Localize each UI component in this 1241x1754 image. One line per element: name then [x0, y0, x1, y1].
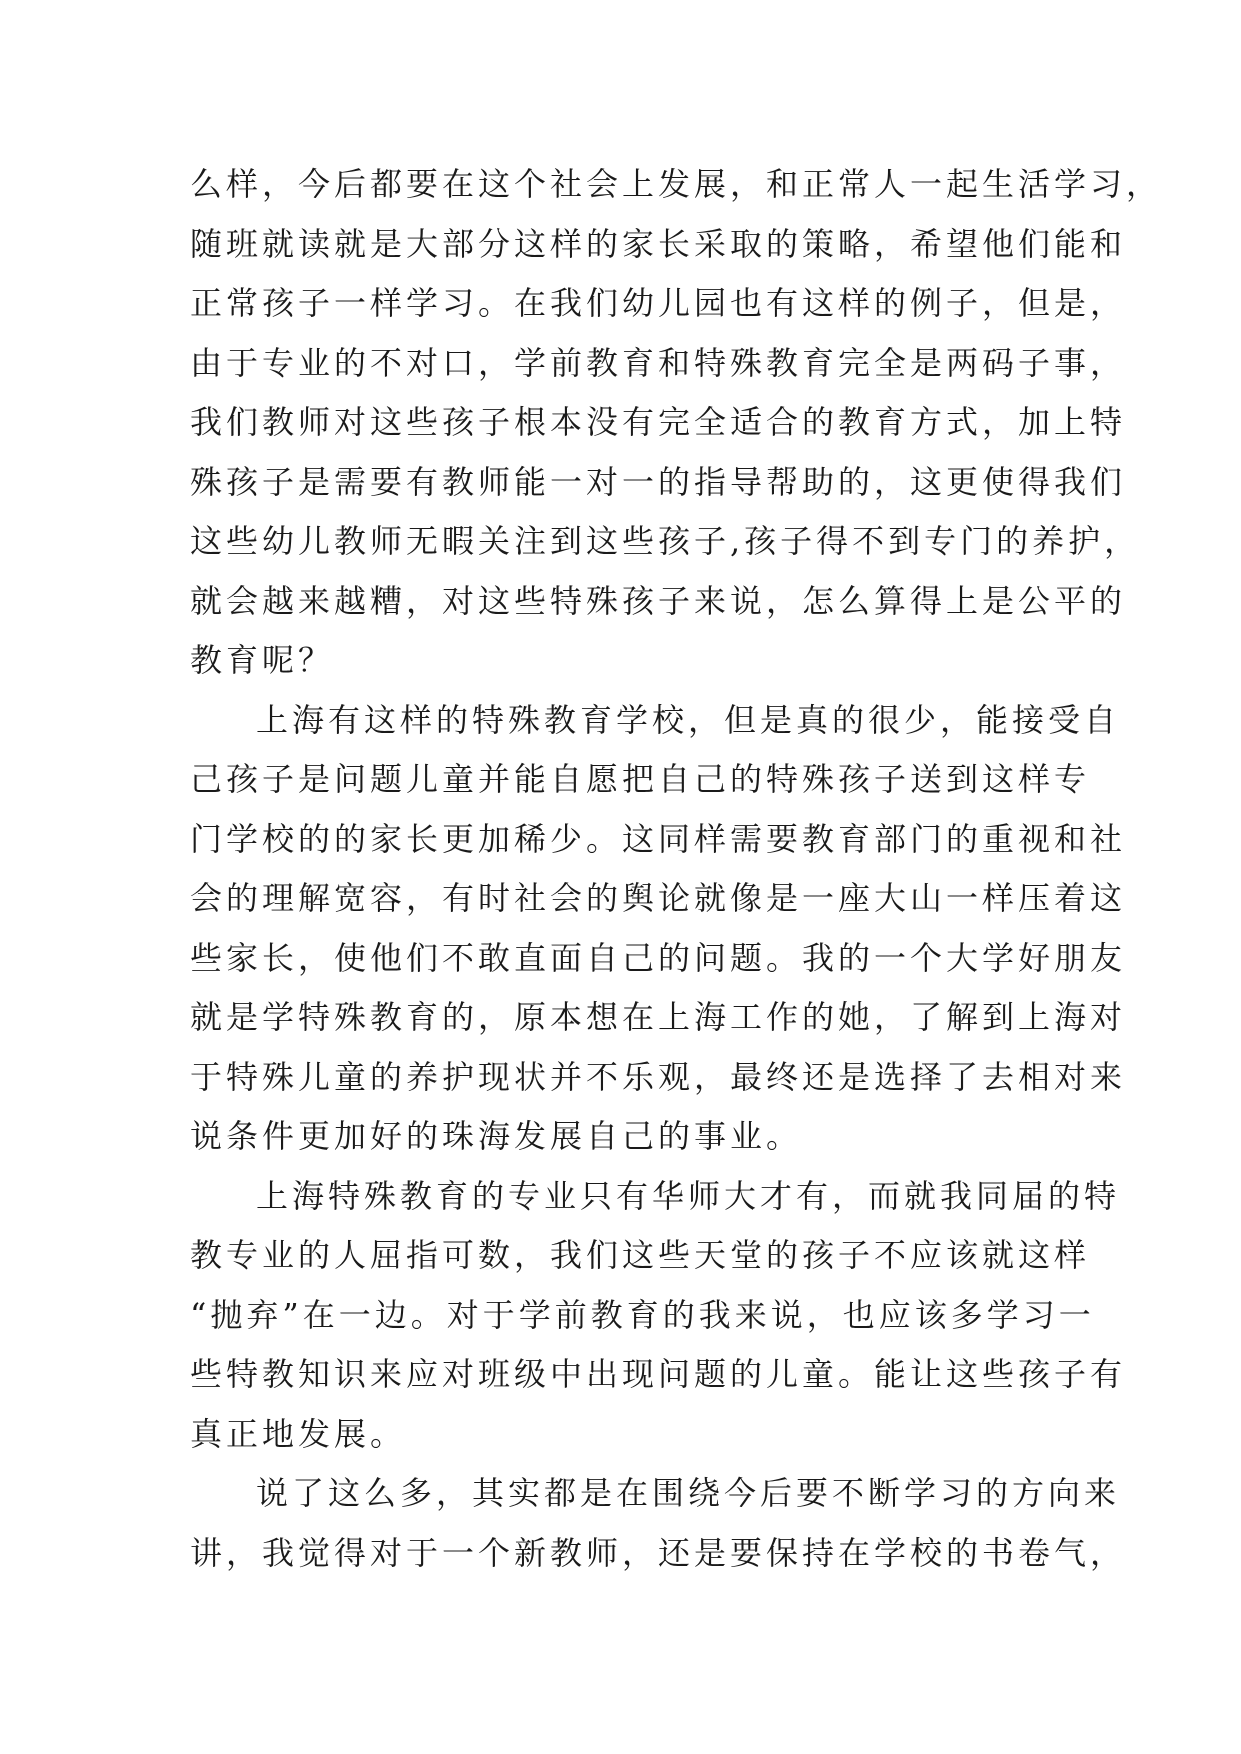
text-line-20: “抛弃”在一边。对于学前教育的我来说，也应该多学习一: [190, 1295, 1095, 1334]
text-line-17: 说条件更加好的珠海发展自己的事业。: [190, 1117, 803, 1155]
text-line-21: 些特教知识来应对班级中出现问题的儿童。能让这些孩子有: [190, 1355, 1127, 1393]
body-text: [190, 155, 1163, 1583]
text-line-18: 上海特殊教育的专业只有华师大才有，而就我同届的特: [256, 1176, 1121, 1215]
text-line-11: 己孩子是问题儿童并能自愿把自己的特殊孩子送到这样专: [190, 760, 1091, 798]
text-line-7: 这些幼儿教师无暇关注到这些孩子,孩子得不到专门的养护，: [190, 522, 1141, 560]
text-line-3: 正常孩子一样学习。在我们幼儿园也有这样的例子，但是，: [190, 284, 1127, 322]
text-line-15: 就是学特殊教育的，原本想在上海工作的她，了解到上海对: [190, 998, 1127, 1036]
text-line-14: 些家长，使他们不敢直面自己的问题。我的一个大学好朋友: [190, 938, 1127, 977]
text-line-12: 门学校的的家长更加稀少。这同样需要教育部门的重视和社: [190, 819, 1127, 858]
text-line-10: 上海有这样的特殊教育学校，但是真的很少，能接受自: [256, 700, 1121, 739]
text-line-24: 讲，我觉得对于一个新教师，还是要保持在学校的书卷气，: [190, 1533, 1127, 1572]
text-line-4: 由于专业的不对口，学前教育和特殊教育完全是两码子事，: [190, 343, 1127, 382]
text-line-23: 说了这么多，其实都是在围绕今后要不断学习的方向来: [256, 1474, 1121, 1512]
text-line-1: 么样，今后都要在这个社会上发展，和正常人一起生活学习，: [190, 165, 1163, 203]
text-line-6: 殊孩子是需要有教师能一对一的指导帮助的，这更使得我们: [190, 462, 1127, 501]
text-line-13: 会的理解宽容，有时社会的舆论就像是一座大山一样压着这: [190, 879, 1127, 917]
text-line-8: 就会越来越糟，对这些特殊孩子来说，怎么算得上是公平的: [190, 581, 1127, 620]
text-line-9: 教育呢？: [190, 641, 335, 679]
text-line-19: 教专业的人屈指可数，我们这些天堂的孩子不应该就这样: [190, 1236, 1091, 1274]
text-line-2: 随班就读就是大部分这样的家长采取的策略，希望他们能和: [190, 224, 1127, 263]
text-line-22: 真正地发展。: [190, 1414, 407, 1453]
text-line-16: 于特殊儿童的养护现状并不乐观，最终还是选择了去相对来: [190, 1057, 1127, 1096]
text-line-5: 我们教师对这些孩子根本没有完全适合的教育方式，加上特: [190, 403, 1127, 441]
